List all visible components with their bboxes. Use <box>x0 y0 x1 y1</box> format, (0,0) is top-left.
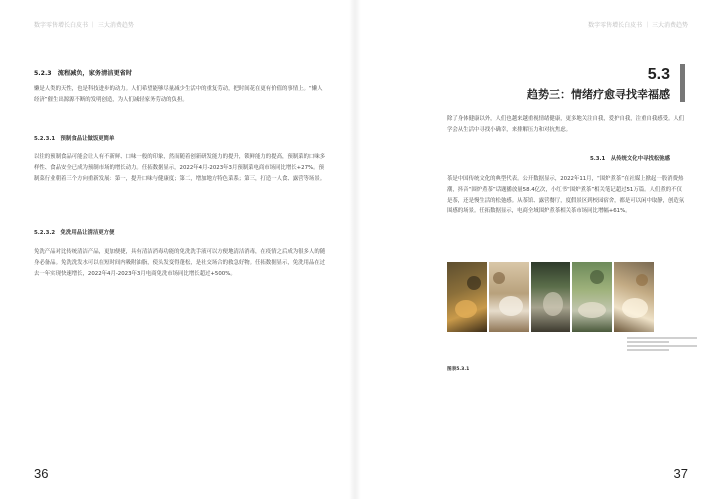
subsection-heading-5-2-3-1: 5.2.3.1 预制食品让做饭更简单 <box>34 136 115 142</box>
photo-tea-stove <box>447 262 487 332</box>
running-header-left: 数字零售增长白皮书 ｜ 三大消费趋势 <box>34 22 134 29</box>
section-accent-bar <box>680 64 685 102</box>
section-title: 趋势三：情绪疗愈寻找幸福感 <box>527 88 670 101</box>
figure-label: 图表5.3.1 <box>447 367 470 372</box>
subsection-heading-5-3-1: 5.3.1 从传统文化中寻找松弛感 <box>589 156 670 162</box>
subsection-heading-5-2-3-2: 5.2.3.2 免洗用品让清洁更方便 <box>34 230 115 236</box>
paragraph-no-wash-products: 免洗产品对比传统清洁产品，更加便捷，具有清洁消毒功能的免洗洗手液可以方便地清洁消毒，在疫情之后成为很多人的随身必备品。免洗洗发水可以在短时间内吸附油脂，使头发变得蓬松，是社交场合的救急好物。任拓数据显示，免洗用品在过去一年实现快速增长，2022年4月-2023年3月电商免洗市场同比增长超过+500%。 <box>34 249 326 277</box>
section-heading-5-2-3: 5.2.3 流程减负，家务清洁更省时 <box>34 70 133 77</box>
running-header-right: 数字零售增长白皮书 ｜ 三大消费趋势 <box>588 22 688 29</box>
figure-photo-strip <box>447 262 654 332</box>
photo-tea-table <box>489 262 529 332</box>
page-number-right: 37 <box>673 466 688 481</box>
photo-tea-snacks <box>614 262 654 332</box>
paragraph-lazy-economy: 懒是人类的天性，也是科技进步的动力。人们希望能够尽量减少生活中的重复劳动，把时间花在更有价值的事情上。“懒人经济”催生出源源不断的发明创造，为人们减轻家务劳动的负担。 <box>34 86 323 103</box>
right-page <box>355 0 710 499</box>
section-number: 5.3 <box>647 66 670 83</box>
page-number-left: 36 <box>34 466 49 481</box>
photo-outdoor-tea <box>531 262 571 332</box>
paragraph-tea-culture: 茶是中国传统文化的典型代表。公开数据显示，2022年11月，“围炉煮茶”在社媒上掀起一股消费热潮，抖音“围炉煮茶”话题播放量58.4亿次，小红书“围炉煮茶”相关笔记超过51万篇。人们煮的不仅是茶，还是慢生活的松弛感。从茶馆、露营餐厅，度假景区到校园宿舍，都是可以闲中取静，创造氛围感的场景。任拓数据显示，电商全域围炉煮茶相关茶市场同比增幅+61%。 <box>447 176 685 215</box>
paragraph-emotional-health: 除了身体健康以外，人们也越来越重视情绪健康，更多地关注自我，爱护自我，注重自我感受。人们学会从生活中寻找小确幸，来排解压力和对抗焦虑。 <box>447 116 685 133</box>
paragraph-prepared-food: 以往的预制食品可能会让人有不新鲜、口味一般的印象，然而随着创新研发能力的提升，锁鲜能力的提高，预制菜的口味多样性、食品安全已成为预制市场的增长动力。任拓数据显示，2022年4月-2023年3月预制菜电商市场同比增长+27%。预制菜行业朝着三个方向重新发展：第一，提升口味与健康度；第二，增加地方特色菜系；第三，打造一人食、露营等场景。 <box>34 154 326 182</box>
photo-garden-tea <box>572 262 612 332</box>
figure-source-caption <box>627 337 697 353</box>
